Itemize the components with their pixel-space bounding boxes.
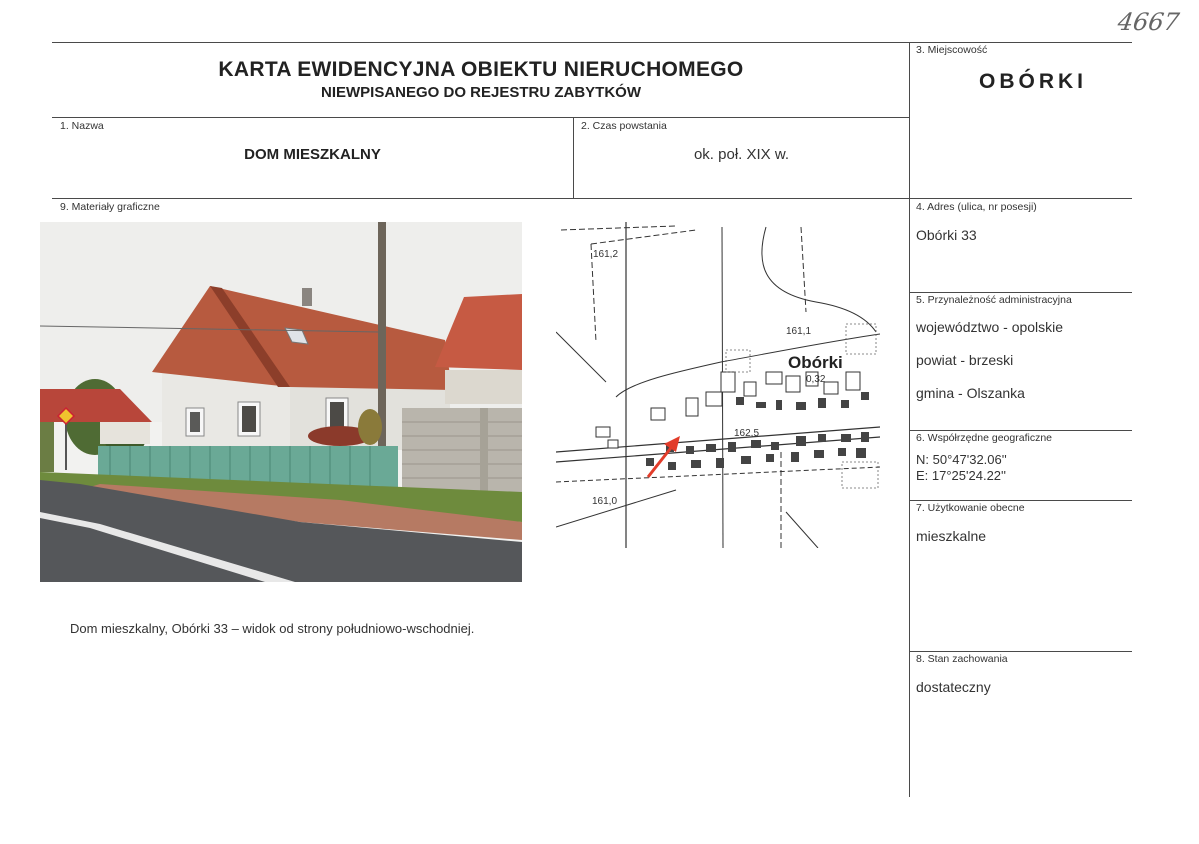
place-value: OBÓRKI xyxy=(979,70,1087,93)
admin-label: 5. Przynależność administracyjna xyxy=(916,294,1072,306)
row1-divider xyxy=(52,117,909,118)
coords-label: 6. Współrzędne geograficzne xyxy=(916,432,1052,444)
coords-n: N: 50°47'32.06'' xyxy=(916,452,1007,467)
graphics-label: 9. Materiały graficzne xyxy=(60,201,160,213)
right-column-divider xyxy=(909,42,910,797)
condition-label: 8. Stan zachowania xyxy=(916,653,1008,665)
location-map xyxy=(556,222,880,548)
photo-caption: Dom mieszkalny, Obórki 33 – widok od strony południowo-wschodniej. xyxy=(70,621,475,636)
map-elevation-3: 162,5 xyxy=(734,428,760,439)
address-label: 4. Adres (ulica, nr posesji) xyxy=(916,201,1037,213)
card-subtitle: NIEWPISANEGO DO REJESTRU ZABYTKÓW xyxy=(320,84,642,101)
name-value: DOM MIESZKALNY xyxy=(244,146,381,163)
time-label: 2. Czas powstania xyxy=(581,120,667,132)
map-elevation-2: 161,1 xyxy=(786,326,812,337)
map-elevation-4: 161,0 xyxy=(592,496,618,507)
condition-divider xyxy=(909,651,1132,652)
coords-divider xyxy=(909,430,1132,431)
usage-divider xyxy=(909,500,1132,501)
usage-label: 7. Użytkowanie obecne xyxy=(916,502,1025,514)
condition-value: dostateczny xyxy=(916,679,991,695)
map-village-value: 0,32 xyxy=(806,374,826,385)
place-label: 3. Miejscowość xyxy=(916,44,988,56)
admin-commune: gmina - Olszanka xyxy=(916,385,1025,401)
usage-value: mieszkalne xyxy=(916,528,987,544)
top-border xyxy=(52,42,1132,43)
map-elevation-1: 161,2 xyxy=(593,249,619,260)
map-village-name: Obórki xyxy=(788,353,843,372)
card-title: KARTA EWIDENCYJNA OBIEKTU NIERUCHOMEGO xyxy=(218,58,744,81)
address-value: Obórki 33 xyxy=(916,227,977,243)
house-photo xyxy=(40,222,522,582)
time-value: ok. poł. XIX w. xyxy=(693,146,790,163)
admin-voivodeship: województwo - opolskie xyxy=(916,319,1064,335)
handwritten-catalog-number: 4667 xyxy=(1116,8,1182,36)
name-label: 1. Nazwa xyxy=(60,120,104,132)
admin-divider xyxy=(909,292,1132,293)
admin-county: powiat - brzeski xyxy=(916,352,1014,368)
row2-divider xyxy=(52,198,1132,199)
coords-e: E: 17°25'24.22'' xyxy=(916,468,1006,483)
